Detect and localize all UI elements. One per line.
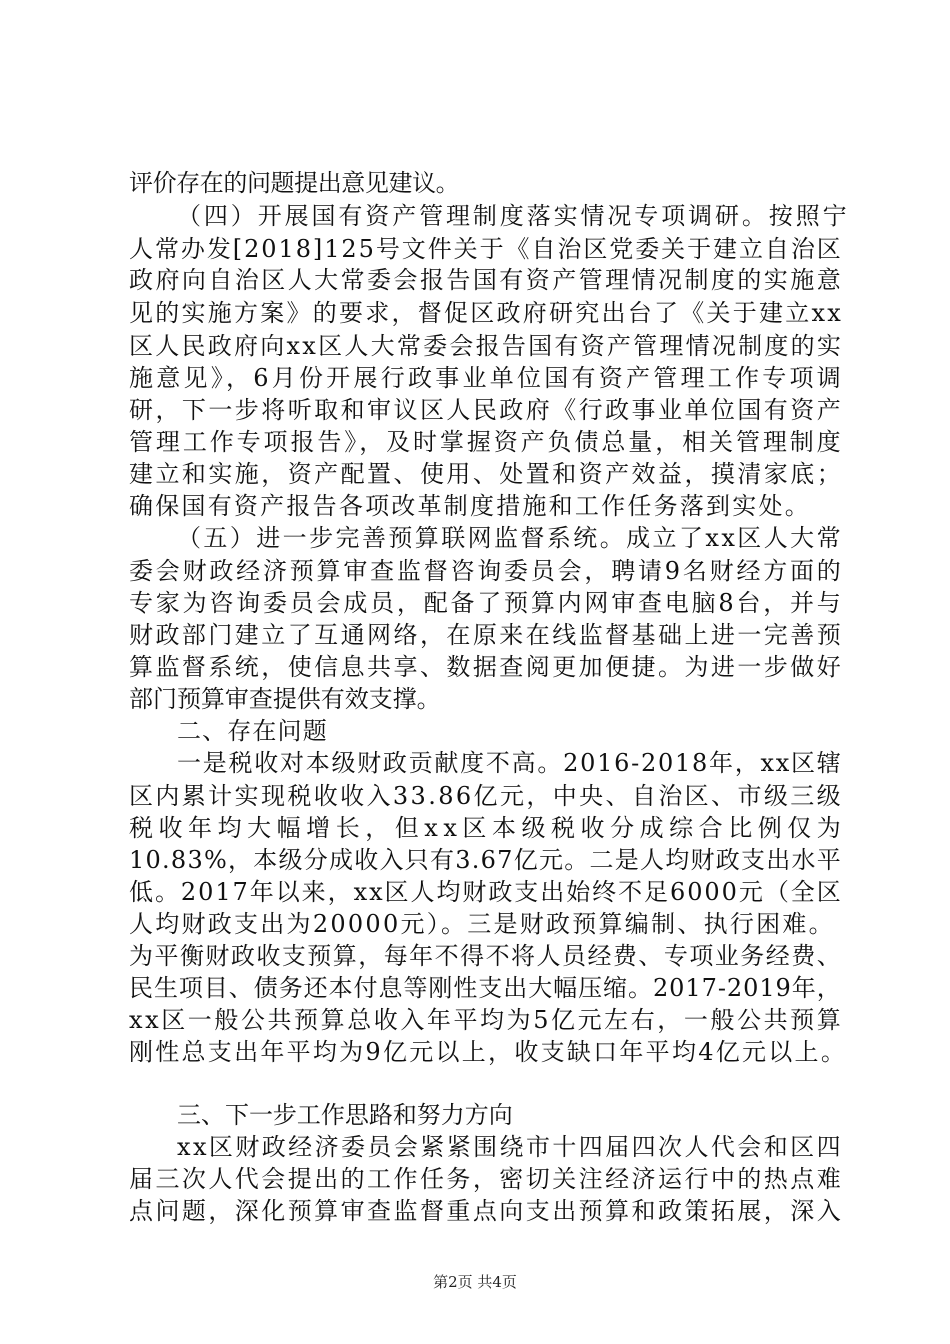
paragraph-line: 财政部门建立了互通网络，在原来在线监督基础上进一完善预 xyxy=(129,621,844,649)
paragraph-line: 研，下一步将听取和审议区人民政府《行政事业单位国有资产 xyxy=(129,396,844,424)
paragraph-line: 政府向自治区人大常委会报告国有资产管理情况制度的实施意 xyxy=(129,266,844,294)
paragraph-line: 见的实施方案》的要求，督促区政府研究出台了《关于建立xx xyxy=(129,299,844,327)
paragraph-line: 施意见》，6月份开展行政事业单位国有资产管理工作专项调 xyxy=(129,364,845,392)
paragraph-line: 区内累计实现税收收入33.86亿元，中央、自治区、市级三级 xyxy=(129,782,844,810)
paragraph-line: 为平衡财政收支预算，每年不得不将人员经费、专项业务经费、 xyxy=(129,942,843,970)
paragraph-line: 10.83%，本级分成收入只有3.67亿元。二是人均财政支出水平 xyxy=(129,846,842,874)
paragraph-line: （五）进一步完善预算联网监督系统。成立了xx区人大常 xyxy=(177,524,843,552)
paragraph-line: 人常办发[2018]125号文件关于《自治区党委关于建立自治区 xyxy=(129,235,843,263)
paragraph-line: 人均财政支出为20000元）。三是财政预算编制、执行困难。 xyxy=(129,910,835,938)
paragraph-line: 民生项目、债务还本付息等刚性支出大幅压缩。2017-2019年， xyxy=(129,974,842,1002)
paragraph-line: 届三次人代会提出的工作任务，密切关注经济运行中的热点难 xyxy=(129,1165,844,1193)
paragraph-line: 专家为咨询委员会成员，配备了预算内网审查电脑8台，并与 xyxy=(129,589,844,617)
paragraph-line: （四）开展国有资产管理制度落实情况专项调研。按照宁 xyxy=(177,202,850,230)
paragraph-line: 三、下一步工作思路和努力方向 xyxy=(177,1101,513,1129)
paragraph-line: 算监督系统，使信息共享、数据查阅更加便捷。为进一步做好 xyxy=(129,653,844,681)
paragraph-line: 管理工作专项报告》，及时掌握资产负债总量，相关管理制度 xyxy=(129,428,844,456)
paragraph-line: 低。2017年以来，xx区人均财政支出始终不足6000元（全区 xyxy=(129,878,843,906)
paragraph-line: 部门预算审查提供有效支撑。 xyxy=(129,685,441,713)
paragraph-line: 评价存在的问题提出意见建议。 xyxy=(129,169,460,197)
paragraph-line: 税收年均大幅增长，但xx区本级税收分成综合比例仅为 xyxy=(129,814,847,842)
paragraph-line: 一是税收对本级财政贡献度不高。2016-2018年，xx区辖 xyxy=(177,749,843,777)
paragraph-line: xx区一般公共预算总收入年平均为5亿元左右，一般公共预算 xyxy=(129,1006,844,1034)
paragraph-line: 刚性总支出年平均为9亿元以上，收支缺口年平均4亿元以上。 xyxy=(129,1038,848,1066)
page-footer: 第2页 共4页 xyxy=(433,1273,517,1291)
paragraph-line: 建立和实施，资产配置、使用、处置和资产效益，摸清家底； xyxy=(129,460,844,488)
paragraph-line: 二、存在问题 xyxy=(177,717,328,745)
paragraph-line: 确保国有资产报告各项改革制度措施和工作任务落到实处。 xyxy=(129,492,811,520)
paragraph-line: 点问题，深化预算审查监督重点向支出预算和政策拓展，深入 xyxy=(129,1197,844,1225)
paragraph-line: 委会财政经济预算审查监督咨询委员会，聘请9名财经方面的 xyxy=(129,557,844,585)
paragraph-line: 区人民政府向xx区人大常委会报告国有资产管理情况制度的实 xyxy=(129,332,844,360)
paragraph-line: xx区财政经济委员会紧紧围绕市十四届四次人代会和区四 xyxy=(177,1133,843,1161)
